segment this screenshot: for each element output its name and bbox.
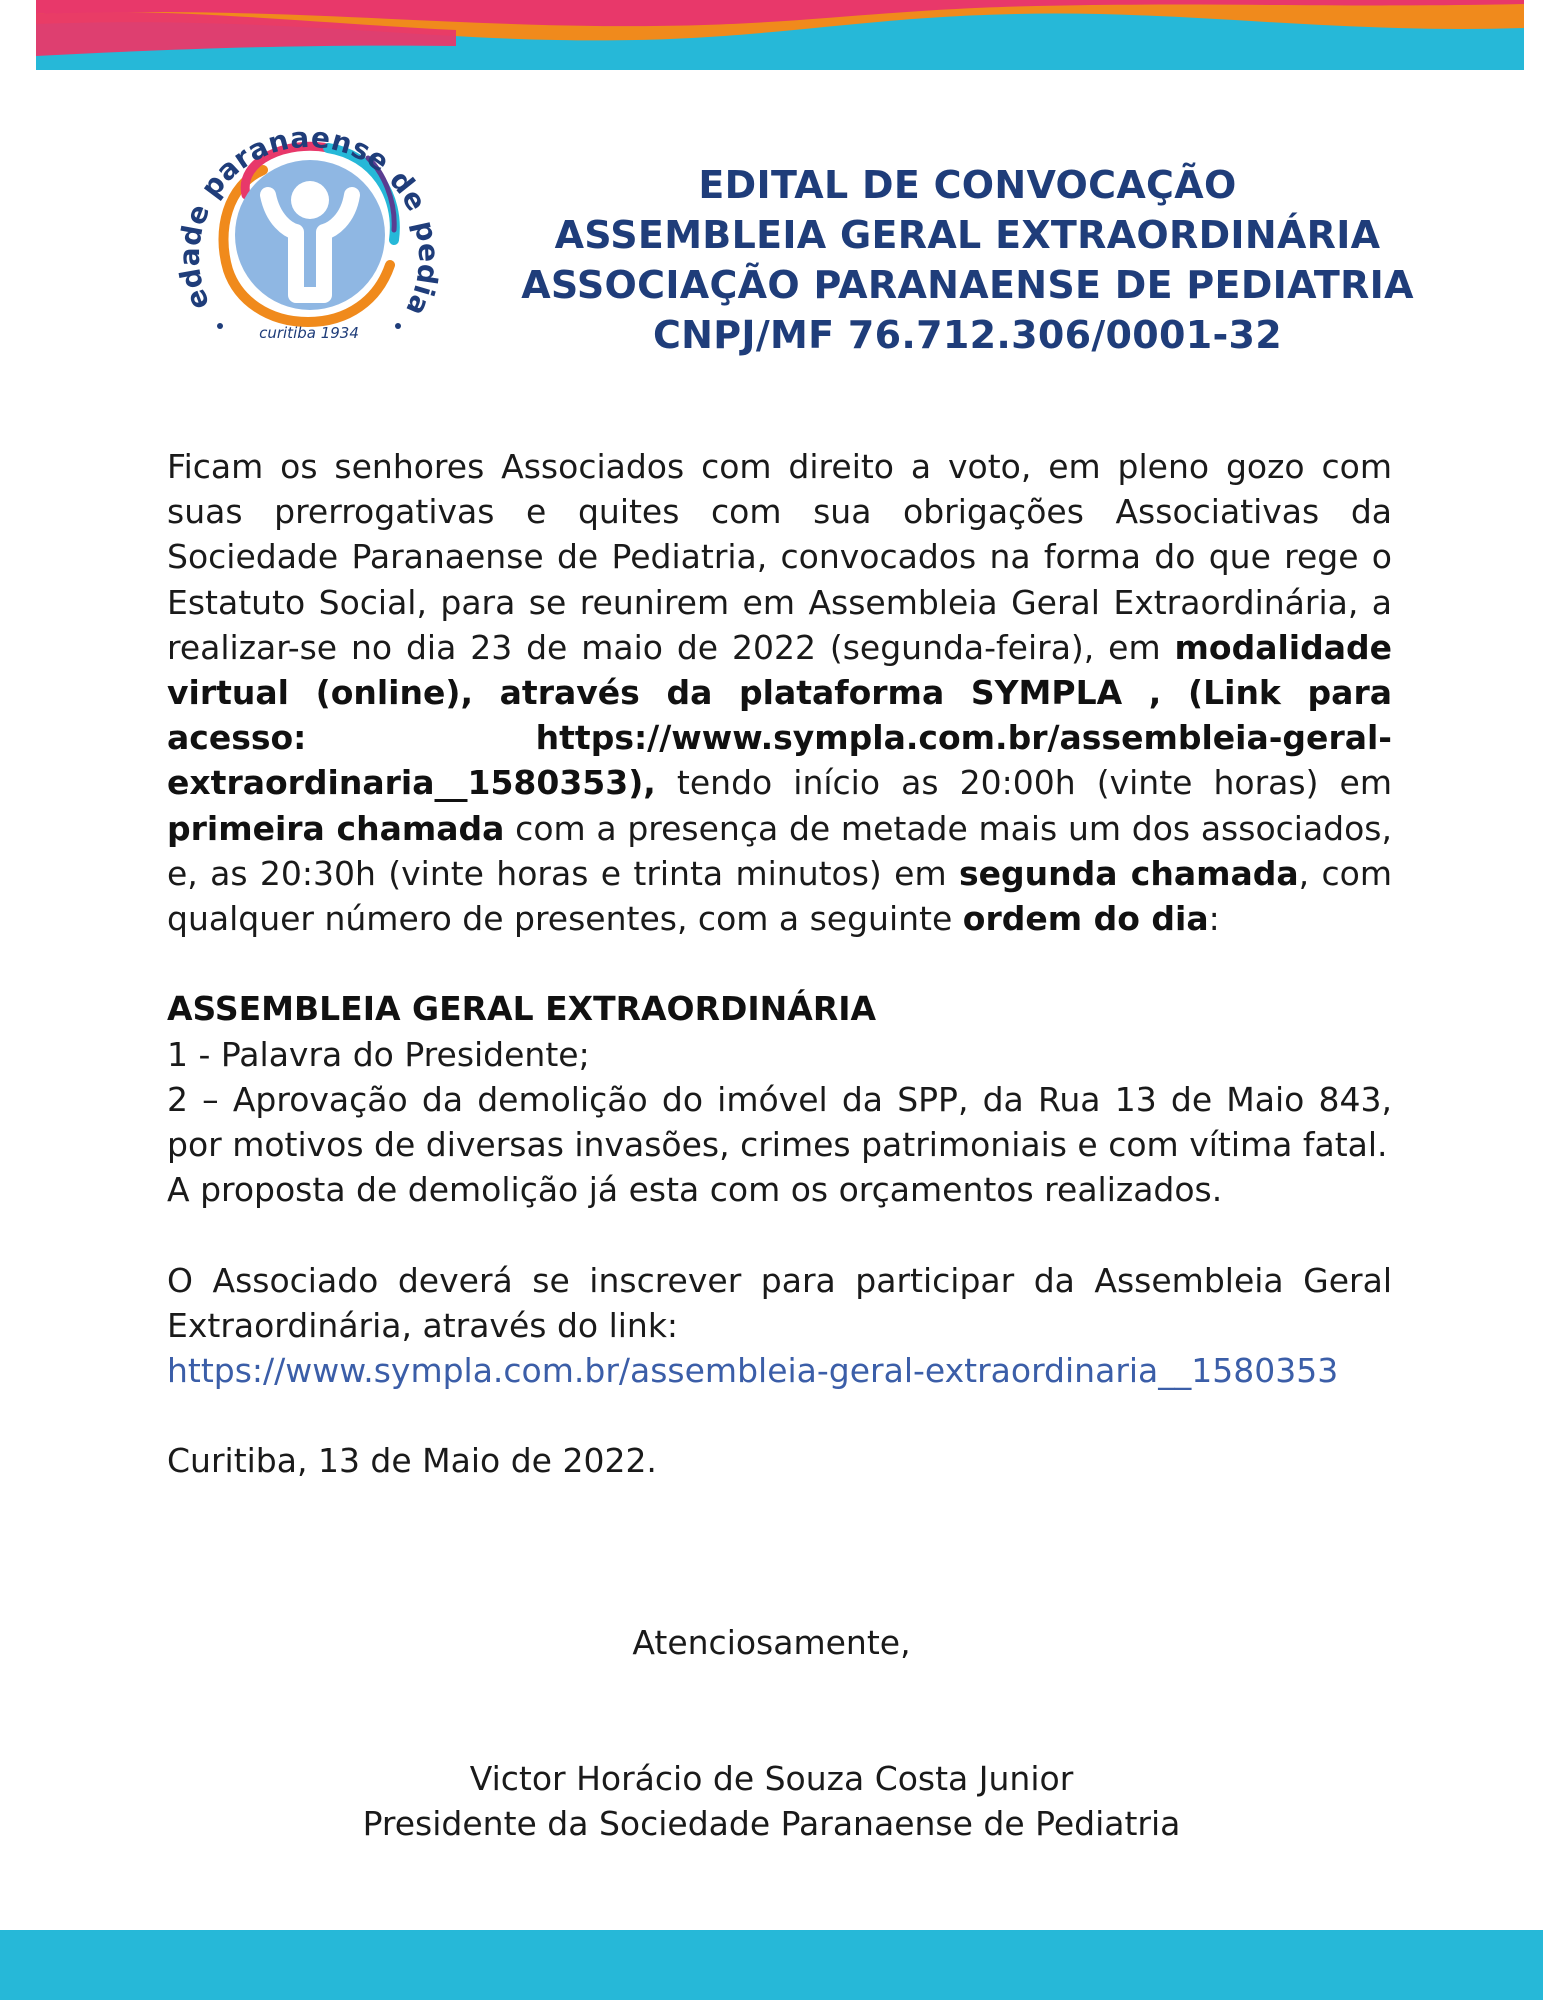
heading-line-4: CNPJ/MF 76.712.306/0001-32 — [652, 313, 1283, 357]
convocation-text-4: , com qualquer número de presentes, com a seguinte — [167, 853, 1392, 939]
document-body — [167, 444, 1392, 1484]
convocation-bold-first-call: primeira chamada — [167, 808, 505, 848]
convocation-bold-platform: modalidade virtual (online), através da plataforma SYMPLA , (Link para acesso: https://www.sympla.com.br/assembleia-geral-extraordinaria__1580353), — [167, 627, 1392, 803]
heading-line-2: ASSEMBLEIA GERAL EXTRAORDINÁRIA — [554, 213, 1381, 257]
agenda-item-1: 1 - Palavra do Presidente; — [167, 1034, 590, 1074]
sociedade-pediatria-logo — [168, 100, 448, 370]
convocation-text-2: tendo início as 20:00h (vinte horas) em — [655, 763, 1392, 803]
registration-text: O Associado deverá se inscrever para participar da Assembleia Geral Extraordinária, através do link: — [167, 1260, 1392, 1345]
document-heading — [440, 160, 1495, 360]
decorative-wave-banner — [36, 0, 1524, 70]
signature-title: Presidente da Sociedade Paranaense de Pediatria — [362, 1804, 1181, 1843]
bottom-banner — [0, 1930, 1543, 2000]
convocation-text-3: com a presença de metade mais um dos associados, e, as 20:30h (vinte horas e trinta minutos) em — [167, 808, 1392, 893]
top-banner — [36, 0, 1524, 70]
date-line: Curitiba, 13 de Maio de 2022. — [167, 1441, 657, 1481]
agenda-item-2: 2 – Aprovação da demolição do imóvel da SPP, da Rua 13 de Maio 843, por motivos de diversas invasões, crimes patrimoniais e com vítima fatal. — [167, 1079, 1392, 1165]
convocation-bold-second-call: segunda chamada — [958, 853, 1299, 893]
registration-link[interactable]: https://www.sympla.com.br/assembleia-geral-extraordinaria__1580353 — [167, 1351, 1339, 1391]
logo-subtext: curitiba 1934 — [259, 324, 359, 342]
heading-line-3: ASSOCIAÇÃO PARANAENSE DE PEDIATRIA — [521, 263, 1414, 307]
convocation-paragraph — [167, 444, 1392, 941]
heading-line-1: EDITAL DE CONVOCAÇÃO — [698, 163, 1237, 207]
closing-salutation: Atenciosamente, — [632, 1623, 911, 1662]
signature-name: Victor Horácio de Souza Costa Junior — [469, 1759, 1074, 1798]
agenda-title — [167, 986, 1392, 1031]
convocation-text-5: : — [1208, 899, 1220, 939]
convocation-bold-agenda: ordem do dia — [962, 899, 1209, 939]
convocation-text-1: Ficam os senhores Associados com direito a voto, em pleno gozo com suas prerrogativas e quites com sua obrigações Associativas da Sociedade Paranaense de Pediatria, convocados na forma do que rege o Estatuto Social, para se reunirem em Assembleia Geral Extraordinária, a realizar-se no dia 23 de maio de 2022 (segunda-feira), em — [167, 447, 1392, 667]
logo-graphic — [168, 100, 448, 370]
logo-arc-text: edade paranaense de pedia — [172, 120, 446, 322]
agenda-note: A proposta de demolição já esta com os orçamentos realizados. — [167, 1170, 1223, 1210]
agenda-title-text: ASSEMBLEIA GERAL EXTRAORDINÁRIA — [167, 989, 877, 1029]
